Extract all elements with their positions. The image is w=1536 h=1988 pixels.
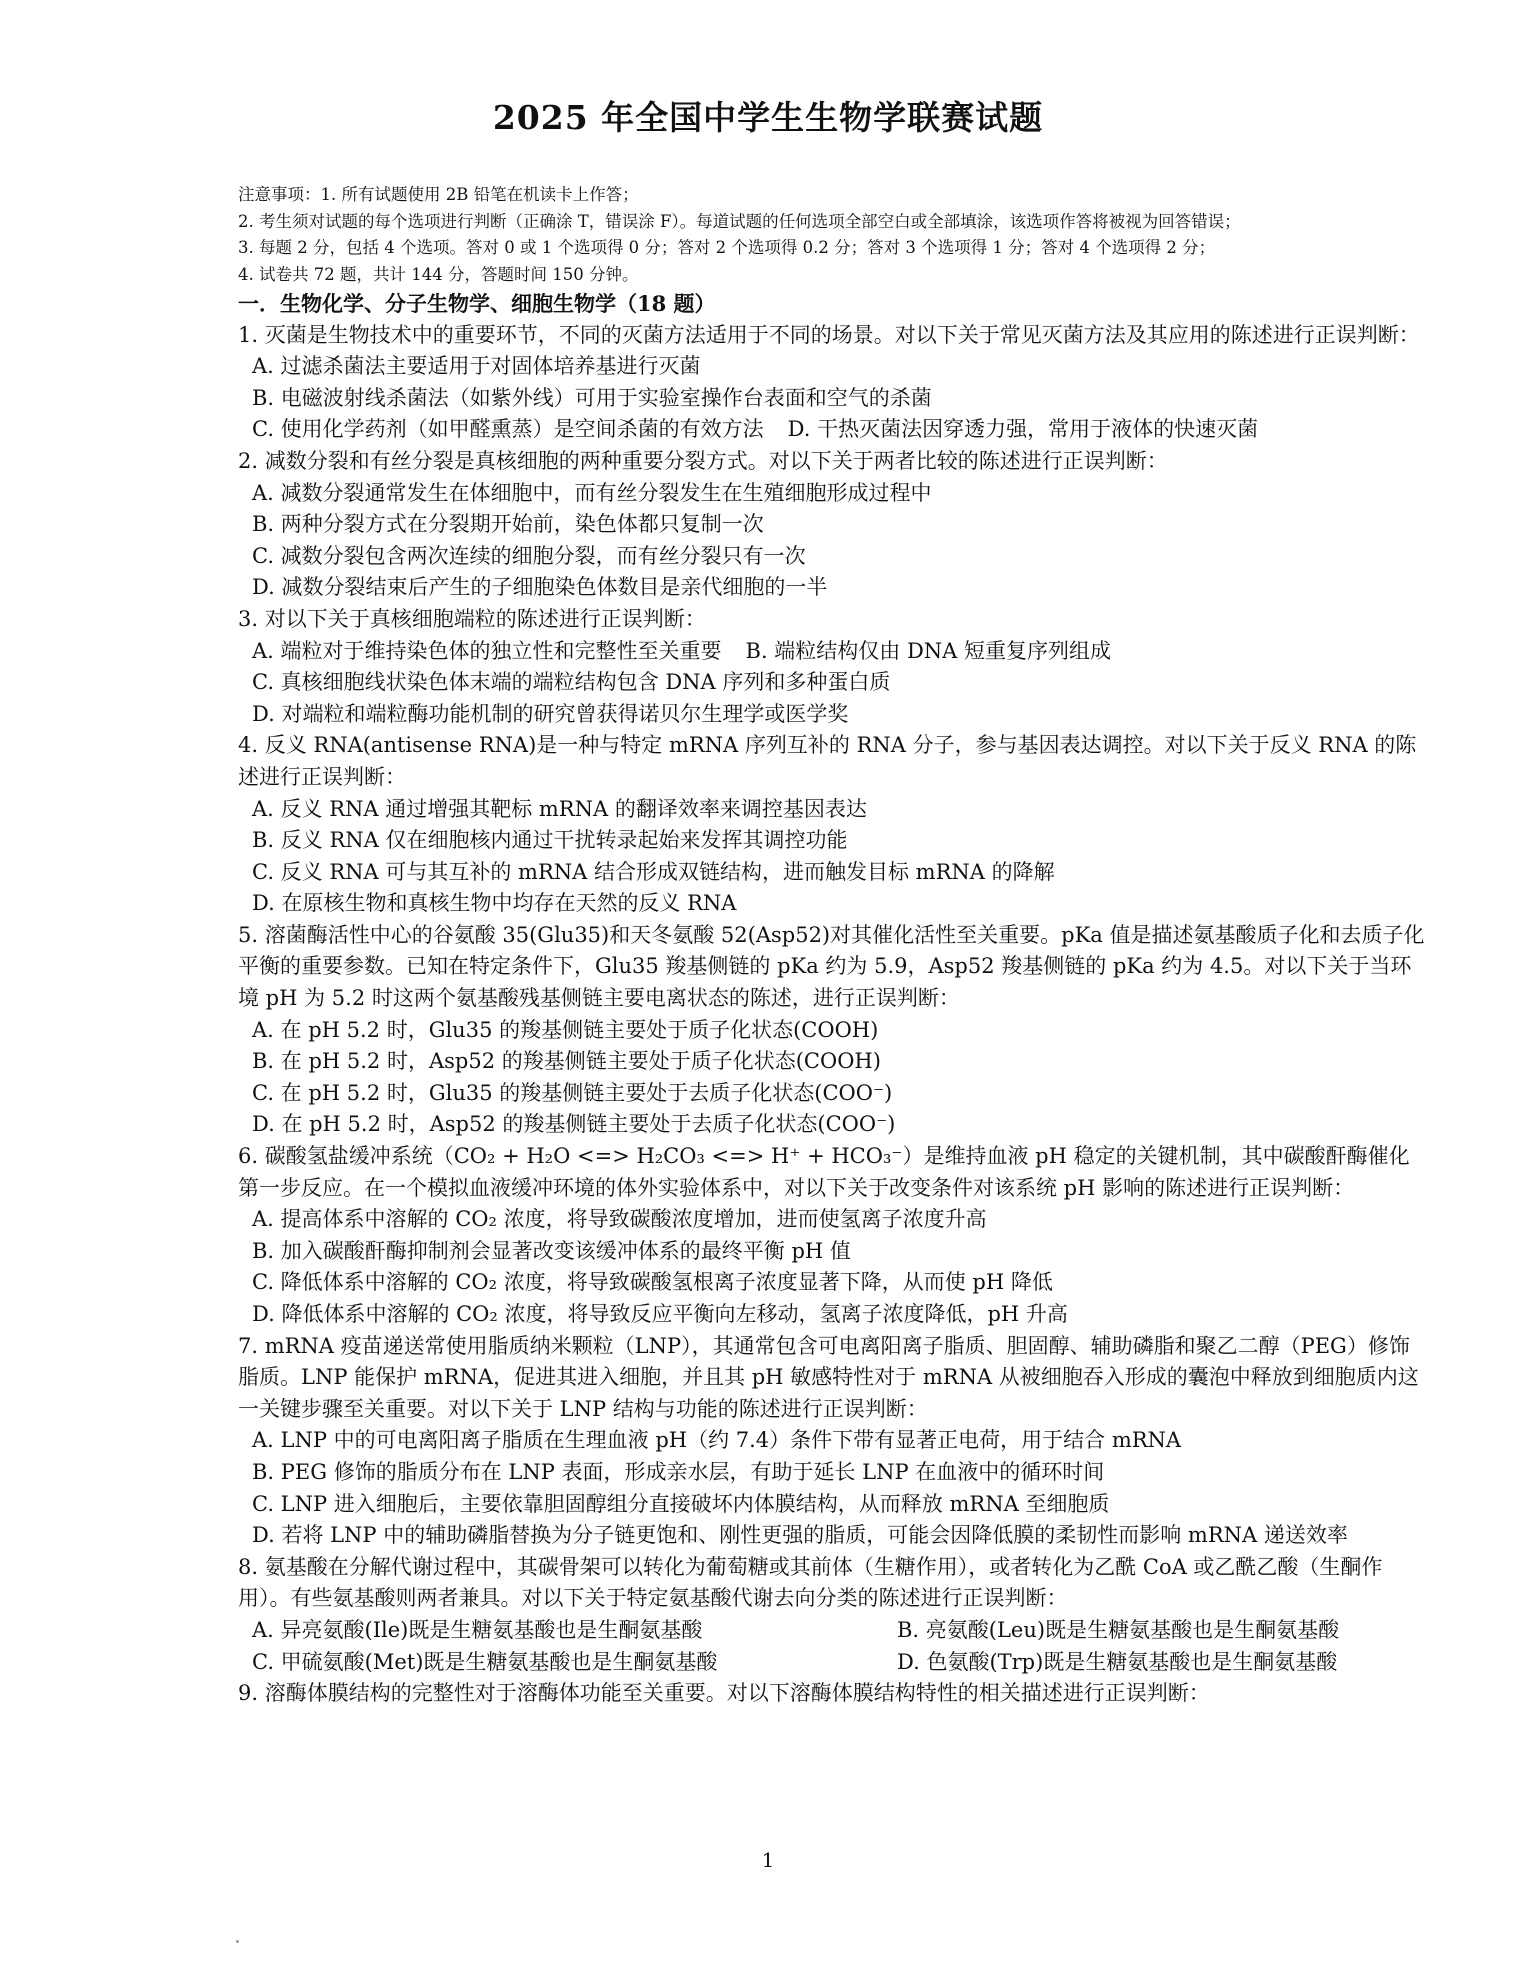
question-stem: 6. 碳酸氢盐缓冲系统（CO₂ + H₂O <=> H₂CO₃ <=> H⁺ + HCO₃⁻）是维持血液 pH 稳定的关键机制，其中碳酸酐酶催化第一步反应。在一个模拟血液缓冲环境的体外实验体系中，对以下关于改变条件对该系统 pH 影响的陈述进行正误判断： bbox=[238, 1144, 1410, 1200]
option: D. 减数分裂结束后产生的子细胞染色体数目是亲代细胞的一半 bbox=[252, 575, 828, 600]
instructions bbox=[238, 182, 1428, 288]
option: C. 真核细胞线状染色体末端的端粒结构包含 DNA 序列和多种蛋白质 bbox=[252, 670, 891, 695]
question-stem: 5. 溶菌酶活性中心的谷氨酸 35(Glu35)和天冬氨酸 52(Asp52)对其催化活性至关重要。pKa 值是描述氨基酸质子化和去质子化平衡的重要参数。已知在特定条件下，Glu35 羧基侧链的 pKa 约为 5.9，Asp52 羧基侧链的 pKa 约为 4.5。对以下关于当环境 pH 为 5.2 时这两个氨基酸残基侧链主要电离状态的陈述，进行正误判断： bbox=[238, 922, 1425, 1011]
option: C. 在 pH 5.2 时，Glu35 的羧基侧链主要处于去质子化状态(COO⁻) bbox=[252, 1080, 893, 1105]
option: A. 反义 RNA 通过增强其靶标 mRNA 的翻译效率来调控基因表达 bbox=[252, 796, 867, 821]
option: D. 色氨酸(Trp)既是生糖氨基酸也是生酮氨基酸 bbox=[897, 1649, 1338, 1674]
option-row bbox=[238, 636, 1428, 668]
option: B. PEG 修饰的脂质分布在 LNP 表面，形成亲水层，有助于延长 LNP 在血液中的循环时间 bbox=[252, 1459, 1105, 1484]
option: B. 电磁波射线杀菌法（如紫外线）可用于实验室操作台表面和空气的杀菌 bbox=[252, 385, 932, 410]
option: C. 甲硫氨酸(Met)既是生糖氨基酸也是生酮氨基酸 bbox=[252, 1649, 718, 1674]
question-stem: 3. 对以下关于真核细胞端粒的陈述进行正误判断： bbox=[238, 606, 706, 631]
option: B. 两种分裂方式在分裂期开始前，染色体都只复制一次 bbox=[252, 512, 764, 537]
exam-content bbox=[238, 182, 1428, 1710]
option: C. 使用化学药剂（如甲醛熏蒸）是空间杀菌的有效方法 bbox=[252, 417, 764, 442]
option: D. 降低体系中溶解的 CO₂ 浓度，将导致反应平衡向左移动，氢离子浓度降低，pH 升高 bbox=[252, 1302, 1068, 1326]
option: D. 若将 LNP 中的辅助磷脂替换为分子链更饱和、刚性更强的脂质，可能会因降低膜的柔韧性而影响 mRNA 递送效率 bbox=[252, 1523, 1348, 1548]
question-stem: 8. 氨基酸在分解代谢过程中，其碳骨架可以转化为葡萄糖或其前体（生糖作用），或者转化为乙酰 CoA 或乙酰乙酸（生酮作用）。有些氨基酸则两者兼具。对以下关于特定氨基酸代谢去向分类的陈述进行正误判断： bbox=[238, 1554, 1383, 1611]
option: D. 在 pH 5.2 时，Asp52 的羧基侧链主要处于去质子化状态(COO⁻) bbox=[252, 1112, 896, 1137]
option: D. 在原核生物和真核生物中均存在天然的反义 RNA bbox=[252, 891, 737, 916]
instruction-line: 3. 每题 2 分，包括 4 个选项。答对 0 或 1 个选项得 0 分；答对 2 个选项得 0.2 分；答对 3 个选项得 1 分；答对 4 个选项得 2 分； bbox=[238, 238, 1216, 257]
option-row bbox=[238, 414, 1428, 446]
option: C. LNP 进入细胞后，主要依靠胆固醇组分直接破坏内体膜结构，从而释放 mRNA 至细胞质 bbox=[252, 1491, 1110, 1516]
option-row bbox=[238, 1615, 1428, 1647]
option: A. LNP 中的可电离阳离子脂质在生理血液 pH（约 7.4）条件下带有显著正电荷，用于结合 mRNA bbox=[252, 1428, 1182, 1453]
option: D. 对端粒和端粒酶功能机制的研究曾获得诺贝尔生理学或医学奖 bbox=[252, 701, 849, 726]
scan-speck bbox=[236, 1940, 239, 1943]
option: A. 端粒对于维持染色体的独立性和完整性至关重要 bbox=[252, 638, 722, 663]
instruction-line: 4. 试卷共 72 题，共计 144 分，答题时间 150 分钟。 bbox=[238, 264, 639, 284]
option: B. 加入碳酸酐酶抑制剂会显著改变该缓冲体系的最终平衡 pH 值 bbox=[252, 1238, 851, 1263]
question-stem: 4. 反义 RNA(antisense RNA)是一种与特定 mRNA 序列互补的 RNA 分子，参与基因表达调控。对以下关于反义 RNA 的陈述进行正误判断： bbox=[238, 733, 1417, 789]
option: C. 减数分裂包含两次连续的细胞分裂，而有丝分裂只有一次 bbox=[252, 543, 806, 568]
option: B. 亮氨酸(Leu)既是生糖氨基酸也是生酮氨基酸 bbox=[897, 1617, 1340, 1642]
option-row bbox=[238, 1647, 1428, 1679]
page-title: 2025 年全国中学生生物学联赛试题 bbox=[492, 98, 1044, 137]
option: B. 端粒结构仅由 DNA 短重复序列组成 bbox=[745, 638, 1112, 663]
option: B. 在 pH 5.2 时，Asp52 的羧基侧链主要处于质子化状态(COOH) bbox=[252, 1049, 881, 1074]
question-stem: 7. mRNA 疫苗递送常使用脂质纳米颗粒（LNP），其通常包含可电离阳离子脂质、胆固醇、辅助磷脂和聚乙二醇（PEG）修饰脂质。LNP 能保护 mRNA，促进其进入细胞，并且其 pH 敏感特性对于 mRNA 从被细胞吞入形成的囊泡中释放到细胞质内这一关键步骤至关重要。对以下关于 LNP 结构与功能的陈述进行正误判断： bbox=[238, 1333, 1419, 1421]
option: D. 干热灭菌法因穿透力强，常用于液体的快速灭菌 bbox=[787, 417, 1259, 442]
question-stem: 9. 溶酶体膜结构的完整性对于溶酶体功能至关重要。对以下溶酶体膜结构特性的相关描述进行正误判断： bbox=[238, 1681, 1210, 1706]
section-heading: 一．生物化学、分子生物学、细胞生物学（18 题） bbox=[238, 291, 716, 316]
question-stem: 1. 灭菌是生物技术中的重要环节，不同的灭菌方法适用于不同的场景。对以下关于常见灭菌方法及其应用的陈述进行正误判断： bbox=[238, 322, 1420, 347]
option: A. 过滤杀菌法主要适用于对固体培养基进行灭菌 bbox=[252, 354, 701, 379]
option: C. 反义 RNA 可与其互补的 mRNA 结合形成双链结构，进而触发目标 mRNA 的降解 bbox=[252, 859, 1055, 884]
option: A. 提高体系中溶解的 CO₂ 浓度，将导致碳酸浓度增加，进而使氢离子浓度升高 bbox=[252, 1207, 987, 1232]
page-number: 1 bbox=[761, 1848, 775, 1872]
option: A. 异亮氨酸(Ile)既是生糖氨基酸也是生酮氨基酸 bbox=[252, 1617, 703, 1642]
option: A. 在 pH 5.2 时，Glu35 的羧基侧链主要处于质子化状态(COOH) bbox=[252, 1017, 879, 1042]
option: A. 减数分裂通常发生在体细胞中，而有丝分裂发生在生殖细胞形成过程中 bbox=[252, 480, 932, 505]
instruction-line: 2. 考生须对试题的每个选项进行判断（正确涂 T，错误涂 F）。每道试题的任何选项全部空白或全部填涂，该选项作答将被视为回答错误； bbox=[238, 211, 1241, 231]
instruction-line: 注意事项：1. 所有试题使用 2B 铅笔在机读卡上作答； bbox=[238, 185, 639, 204]
question-stem: 2. 减数分裂和有丝分裂是真核细胞的两种重要分裂方式。对以下关于两者比较的陈述进行正误判断： bbox=[238, 448, 1168, 473]
option: C. 降低体系中溶解的 CO₂ 浓度，将导致碳酸氢根离子浓度显著下降，从而使 pH 降低 bbox=[252, 1270, 1053, 1295]
option: B. 反义 RNA 仅在细胞核内通过干扰转录起始来发挥其调控功能 bbox=[252, 828, 848, 853]
